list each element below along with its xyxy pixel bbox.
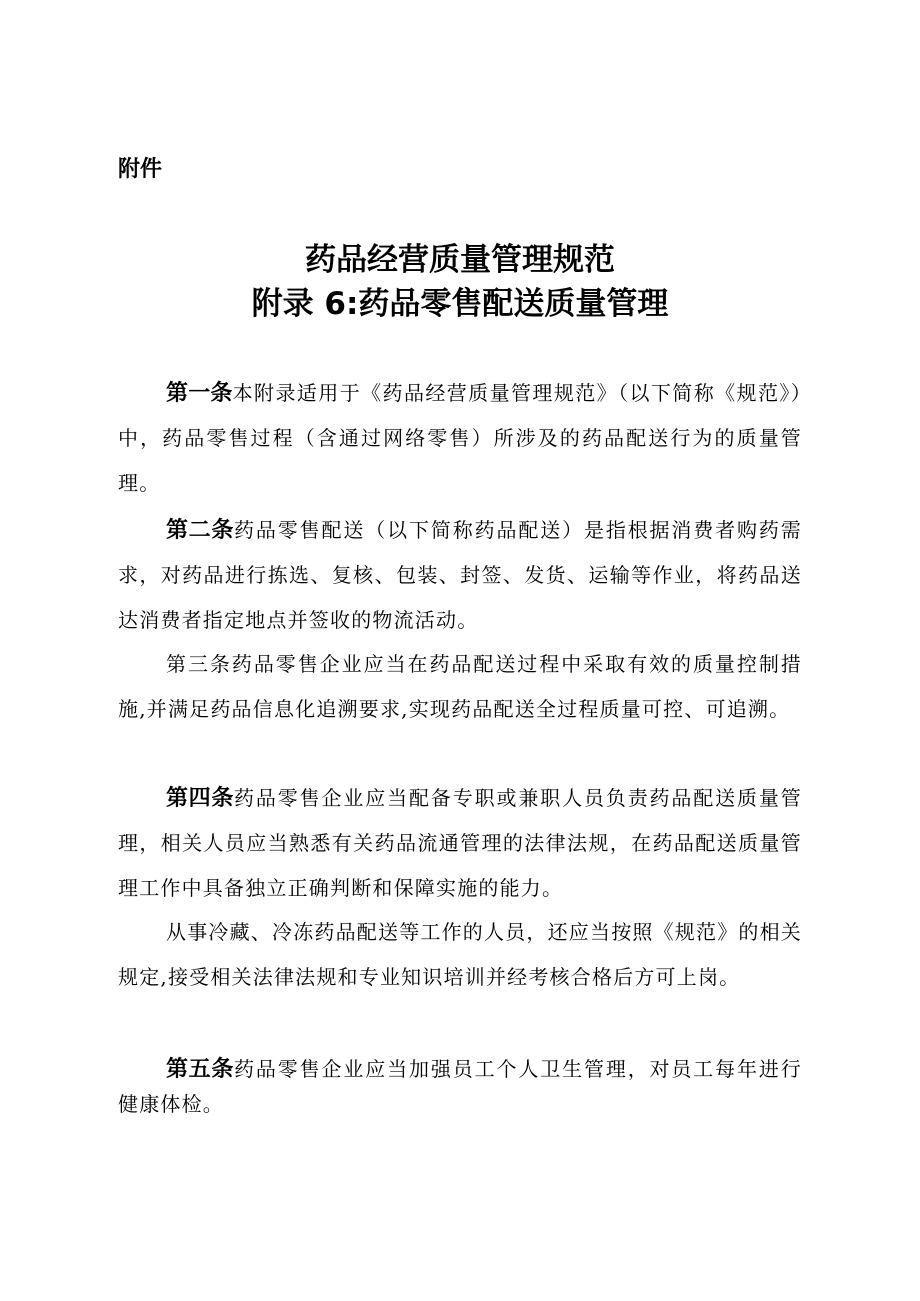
article-5-label: 第五条 xyxy=(166,1057,235,1082)
article-1-paragraph xyxy=(118,371,802,506)
document-title: 药品经营质量管理规范 xyxy=(305,242,615,278)
article-2-text: 药品零售配送（以下简称药品配送）是指根据消费者购药需求，对药品进行拣选、复核、包装、封签、发货、运输等作业，将药品送达消费者指定地点并签收的物流活动。 xyxy=(118,518,802,632)
article-3-paragraph xyxy=(118,642,802,732)
attachment-label: 附件 xyxy=(118,157,163,182)
article-1-label: 第一条 xyxy=(166,381,233,406)
article-5-paragraph xyxy=(118,1052,802,1121)
article-4-label: 第四条 xyxy=(166,786,235,811)
article-4-text: 药品零售企业应当配备专职或兼职人员负责药品配送质量管理，相关人员应当熟悉有关药品流通管理的法律法规，在药品配送质量管理工作中具备独立正确判断和保障实施的能力。 xyxy=(118,786,802,900)
article-2-paragraph xyxy=(118,508,802,643)
article-4-paragraph xyxy=(118,776,802,911)
article-3-text: 第三条药品零售企业应当在药品配送过程中采取有效的质量控制措施,并满足药品信息化追溯要求,实现药品配送全过程质量可控、可追溯。 xyxy=(118,652,802,721)
article-4-supplement-text: 从事冷藏、冷冻药品配送等工作的人员，还应当按照《规范》的相关规定,接受相关法律法规和专业知识培训并经考核合格后方可上岗。 xyxy=(118,920,802,989)
article-2-label: 第二条 xyxy=(166,518,235,543)
article-1-text: 本附录适用于《药品经营质量管理规范》（以下简称《规范》）中，药品零售过程（含通过网络零售）所涉及的药品配送行为的质量管理。 xyxy=(118,381,802,495)
article-5-text: 药品零售企业应当加强员工个人卫生管理，对员工每年进行健康体检。 xyxy=(118,1057,802,1116)
document-subtitle: 附录 6:药品零售配送质量管理 xyxy=(251,286,669,322)
article-4-supplement-paragraph xyxy=(118,910,802,1000)
